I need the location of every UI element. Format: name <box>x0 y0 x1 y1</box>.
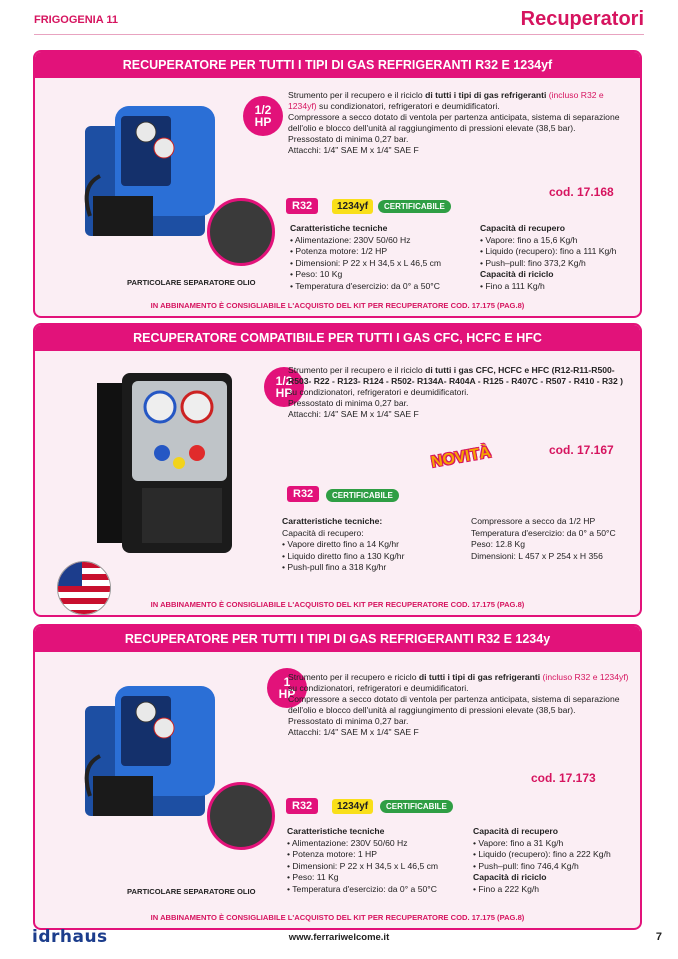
product-title: RECUPERATORE COMPATIBILE PER TUTTI I GAS CFC, HCFC E HFC <box>35 325 640 351</box>
compressor-specs: Compressore a secco da 1/2 HP Temperatura d'esercizio: da 0° a 50°C Peso: 12.8 Kg Dimensioni: L 457 x P 254 x H 356 <box>471 516 616 561</box>
product-description: Strumento per il recupero e riciclo di tutti i tipi di gas refrigeranti (incluso R32 e 1234yf) su condizionatori, refrigeratori e deumidificatori. Compressore a secco dotato di ventola per partenza anticipata, sistema di separazione dell'olio e blocco dell'unità al raggiungimento di pressioni elevate (38,5 bar). Pressostato di minima 0,27 bar. Attacchi: 1/4" SAE M x 1/4" SAE F <box>288 672 629 737</box>
certificabile-badge: CERTIFICABILE <box>326 489 399 502</box>
oil-separator-caption: PARTICOLARE SEPARATORE OLIO <box>127 278 256 287</box>
r32-badge: R32 <box>287 486 319 502</box>
certificabile-badge: CERTIFICABILE <box>378 200 451 213</box>
website-link[interactable]: www.ferrariwelcome.it <box>288 932 390 943</box>
kit-recommendation-note: IN ABBINAMENTO È CONSIGLIABILE L'ACQUISTO DEL KIT PER RECUPERATORE COD. 17.175 (PAG.8) <box>150 913 525 922</box>
catalog-section-label: FRIGOGENIA 11 <box>34 14 118 26</box>
product-code: cod. 17.168 <box>549 185 614 199</box>
recovery-unit-grey-image <box>87 363 247 563</box>
oil-separator-detail-image <box>207 782 275 850</box>
1234yf-badge: 1234yf <box>332 799 373 814</box>
product-title: RECUPERATORE PER TUTTI I TIPI DI GAS REFRIGERANTI R32 E 1234y <box>35 626 640 652</box>
product-description: Strumento per il recupero e il riciclo di tutti i tipi di gas refrigeranti (incluso R32 e 1234yf) su condizionatori, refrigeratori e deumidificatori. Compressore a secco dotato di ventola per partenza anticipata, sistema di separazione dell'olio e blocco dell'unità al raggiungimento di pressioni elevate (38,5 bar). Pressostato di minima 0,27 bar. Attacchi: 1/4" SAE M x 1/4" SAE F <box>288 90 620 155</box>
technical-specs: Caratteristiche tecniche: Capacità di recupero: • Vapore diretto fino a 14 Kg/hr • Liquido diretto fino a 130 Kg/hr • Push-pull fino a 318 Kg/hr <box>282 516 405 572</box>
product-card-17173 <box>33 624 642 930</box>
1234yf-badge: 1234yf <box>332 199 373 214</box>
oil-separator-caption: PARTICOLARE SEPARATORE OLIO <box>127 887 256 896</box>
header-divider <box>34 34 644 35</box>
page-category-title: Recuperatori <box>520 8 644 30</box>
product-card-17168 <box>33 50 642 318</box>
page-number: 7 <box>655 931 662 943</box>
technical-specs: Caratteristiche tecniche • Alimentazione: 230V 50/60 Hz • Potenza motore: 1 HP • Dimensioni: P 22 x H 34,5 x L 46,5 cm • Peso: 11 Kg • Temperatura d'esercizio: da 0° a 50°C <box>287 826 439 894</box>
kit-recommendation-note: IN ABBINAMENTO È CONSIGLIABILE L'ACQUISTO DEL KIT PER RECUPERATORE COD. 17.175 (PAG.8) <box>150 301 525 310</box>
idrhaus-logo: idrhaus <box>32 927 108 947</box>
product-code: cod. 17.167 <box>549 443 614 457</box>
r32-badge: R32 <box>286 798 318 814</box>
product-card-17167 <box>33 323 642 617</box>
power-hp-badge: 1 HP <box>267 668 307 708</box>
recovery-capacity: Capacità di recupero • Vapore: fino a 31 Kg/h • Liquido (recupero): fino a 222 Kg/h • Push–pull: fino 746,4 Kg/h Capacità di riciclo • Fino a 222 Kg/h <box>473 826 611 894</box>
product-code: cod. 17.173 <box>531 771 596 785</box>
power-hp-badge: 1/2 HP <box>243 96 283 136</box>
novita-new-badge: NOVITÀ <box>429 443 493 472</box>
product-title: RECUPERATORE PER TUTTI I TIPI DI GAS REFRIGERANTI R32 E 1234yf <box>35 52 640 78</box>
technical-specs: Caratteristiche tecniche • Alimentazione: 230V 50/60 Hz • Potenza motore: 1/2 HP • Dimensioni: P 22 x H 34,5 x L 46,5 cm • Peso: 10 Kg • Temperatura d'esercizio: da 0° a 50°C <box>290 223 442 291</box>
r32-badge: R32 <box>286 198 318 214</box>
power-hp-badge: 1/2 HP <box>264 367 304 407</box>
kit-recommendation-note: IN ABBINAMENTO È CONSIGLIABILE L'ACQUISTO DEL KIT PER RECUPERATORE COD. 17.175 (PAG.8) <box>150 600 525 609</box>
oil-separator-detail-image <box>207 198 275 266</box>
certificabile-badge: CERTIFICABILE <box>380 800 453 813</box>
recovery-capacity: Capacità di recupero • Vapore: fino a 15,6 Kg/h • Liquido (recupero): fino a 111 Kg/h • Push–pull: fino 373,2 Kg/h Capacità di riciclo • Fino a 111 Kg/h <box>480 223 617 291</box>
product-description: Strumento per il recupero e il riciclo di tutti i gas CFC, HCFC e HFC (R12-R11-R500-R503- R22 - R123- R124 - R502- R134A- R404A - R125 - R407C - R507 - R410 - R32 ) su condizionatori, refrigeratori e deumidificatori. Pressostato di minima 0,27 bar. Attacchi: 1/4" SAE M x 1/4" SAE F <box>288 365 623 419</box>
